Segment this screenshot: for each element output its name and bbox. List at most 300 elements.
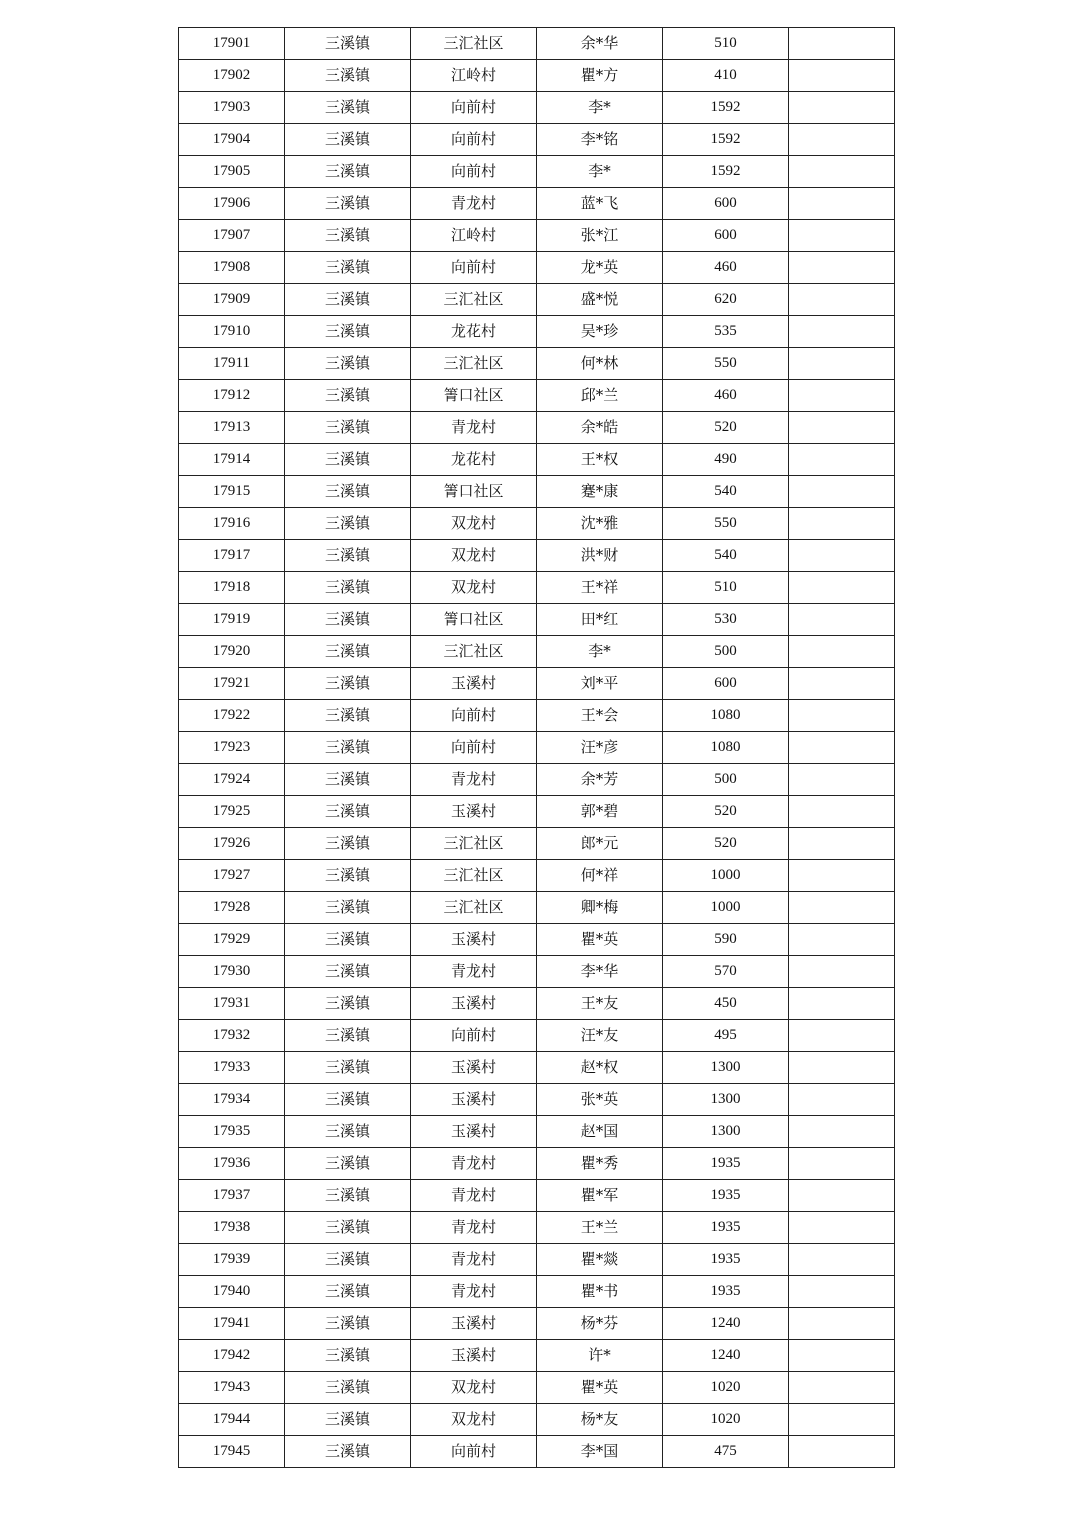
town-cell: 三溪镇 [285,700,411,732]
amount-cell: 540 [663,476,789,508]
serial-cell: 17908 [179,252,285,284]
village-cell: 向前村 [411,700,537,732]
town-cell: 三溪镇 [285,828,411,860]
table-row [179,668,895,700]
name-cell: 赵*权 [537,1052,663,1084]
remark-cell [789,700,895,732]
amount-cell: 535 [663,316,789,348]
town-cell: 三溪镇 [285,220,411,252]
serial-cell: 17929 [179,924,285,956]
amount-cell: 550 [663,348,789,380]
remark-cell [789,764,895,796]
village-cell: 玉溪村 [411,924,537,956]
town-cell: 三溪镇 [285,1052,411,1084]
village-cell: 玉溪村 [411,1052,537,1084]
village-cell: 向前村 [411,252,537,284]
town-cell: 三溪镇 [285,1148,411,1180]
village-cell: 双龙村 [411,540,537,572]
table-row [179,764,895,796]
name-cell: 龙*英 [537,252,663,284]
name-cell: 李*华 [537,956,663,988]
village-cell: 玉溪村 [411,1116,537,1148]
table-row [179,1436,895,1468]
town-cell: 三溪镇 [285,1308,411,1340]
village-cell: 玉溪村 [411,1340,537,1372]
village-cell: 江岭村 [411,60,537,92]
table-row [179,444,895,476]
village-cell: 三汇社区 [411,28,537,60]
name-cell: 李*国 [537,1436,663,1468]
amount-cell: 550 [663,508,789,540]
amount-cell: 1300 [663,1052,789,1084]
village-cell: 双龙村 [411,1404,537,1436]
remark-cell [789,412,895,444]
remark-cell [789,316,895,348]
table-row [179,92,895,124]
amount-cell: 1000 [663,892,789,924]
name-cell: 李*铭 [537,124,663,156]
table-row [179,1116,895,1148]
village-cell: 青龙村 [411,188,537,220]
village-cell: 青龙村 [411,1212,537,1244]
name-cell: 蹇*康 [537,476,663,508]
village-cell: 向前村 [411,1020,537,1052]
village-cell: 向前村 [411,124,537,156]
remark-cell [789,540,895,572]
serial-cell: 17924 [179,764,285,796]
name-cell: 瞿*书 [537,1276,663,1308]
name-cell: 杨*友 [537,1404,663,1436]
serial-cell: 17942 [179,1340,285,1372]
town-cell: 三溪镇 [285,444,411,476]
town-cell: 三溪镇 [285,476,411,508]
amount-cell: 600 [663,220,789,252]
serial-cell: 17909 [179,284,285,316]
town-cell: 三溪镇 [285,412,411,444]
serial-cell: 17945 [179,1436,285,1468]
village-cell: 三汇社区 [411,892,537,924]
remark-cell [789,380,895,412]
table-body [179,28,895,1468]
amount-cell: 510 [663,572,789,604]
remark-cell [789,924,895,956]
name-cell: 瞿*燚 [537,1244,663,1276]
town-cell: 三溪镇 [285,92,411,124]
village-cell: 青龙村 [411,1180,537,1212]
town-cell: 三溪镇 [285,60,411,92]
name-cell: 吴*珍 [537,316,663,348]
table-row [179,1244,895,1276]
serial-cell: 17904 [179,124,285,156]
name-cell: 余*皓 [537,412,663,444]
table-row [179,572,895,604]
remark-cell [789,1436,895,1468]
serial-cell: 17932 [179,1020,285,1052]
remark-cell [789,796,895,828]
table-row [179,1404,895,1436]
amount-cell: 475 [663,1436,789,1468]
table-row [179,796,895,828]
remark-cell [789,1308,895,1340]
village-cell: 江岭村 [411,220,537,252]
table-row [179,60,895,92]
village-cell: 三汇社区 [411,284,537,316]
remark-cell [789,668,895,700]
amount-cell: 460 [663,252,789,284]
serial-cell: 17939 [179,1244,285,1276]
remark-cell [789,1148,895,1180]
serial-cell: 17919 [179,604,285,636]
name-cell: 何*祥 [537,860,663,892]
serial-cell: 17901 [179,28,285,60]
serial-cell: 17905 [179,156,285,188]
town-cell: 三溪镇 [285,540,411,572]
table-row [179,220,895,252]
amount-cell: 500 [663,636,789,668]
table-row [179,1212,895,1244]
name-cell: 瞿*英 [537,924,663,956]
town-cell: 三溪镇 [285,892,411,924]
amount-cell: 1935 [663,1148,789,1180]
village-cell: 龙花村 [411,444,537,476]
amount-cell: 1592 [663,124,789,156]
amount-cell: 1935 [663,1180,789,1212]
serial-cell: 17914 [179,444,285,476]
table-row [179,156,895,188]
table-row [179,316,895,348]
town-cell: 三溪镇 [285,636,411,668]
remark-cell [789,1116,895,1148]
name-cell: 田*红 [537,604,663,636]
village-cell: 向前村 [411,732,537,764]
table-row [179,604,895,636]
serial-cell: 17913 [179,412,285,444]
amount-cell: 600 [663,188,789,220]
table-row [179,956,895,988]
amount-cell: 540 [663,540,789,572]
table-row [179,188,895,220]
name-cell: 李* [537,636,663,668]
amount-cell: 1080 [663,732,789,764]
amount-cell: 1080 [663,700,789,732]
name-cell: 王*兰 [537,1212,663,1244]
serial-cell: 17903 [179,92,285,124]
table-row [179,1276,895,1308]
name-cell: 赵*国 [537,1116,663,1148]
remark-cell [789,572,895,604]
village-cell: 青龙村 [411,956,537,988]
table-row [179,412,895,444]
table-row [179,1084,895,1116]
serial-cell: 17936 [179,1148,285,1180]
town-cell: 三溪镇 [285,1244,411,1276]
town-cell: 三溪镇 [285,508,411,540]
amount-cell: 1592 [663,92,789,124]
village-cell: 向前村 [411,92,537,124]
name-cell: 王*权 [537,444,663,476]
name-cell: 余*芳 [537,764,663,796]
name-cell: 郎*元 [537,828,663,860]
subsidy-table [178,27,895,1468]
town-cell: 三溪镇 [285,668,411,700]
serial-cell: 17926 [179,828,285,860]
serial-cell: 17911 [179,348,285,380]
serial-cell: 17937 [179,1180,285,1212]
amount-cell: 1020 [663,1404,789,1436]
village-cell: 玉溪村 [411,668,537,700]
serial-cell: 17920 [179,636,285,668]
name-cell: 李* [537,156,663,188]
town-cell: 三溪镇 [285,380,411,412]
name-cell: 洪*财 [537,540,663,572]
amount-cell: 510 [663,28,789,60]
serial-cell: 17902 [179,60,285,92]
town-cell: 三溪镇 [285,732,411,764]
name-cell: 何*林 [537,348,663,380]
town-cell: 三溪镇 [285,1404,411,1436]
table-row [179,476,895,508]
serial-cell: 17935 [179,1116,285,1148]
town-cell: 三溪镇 [285,348,411,380]
name-cell: 郭*碧 [537,796,663,828]
remark-cell [789,1340,895,1372]
village-cell: 龙花村 [411,316,537,348]
remark-cell [789,1052,895,1084]
serial-cell: 17918 [179,572,285,604]
amount-cell: 520 [663,412,789,444]
amount-cell: 1300 [663,1084,789,1116]
name-cell: 卿*梅 [537,892,663,924]
village-cell: 玉溪村 [411,1308,537,1340]
town-cell: 三溪镇 [285,156,411,188]
town-cell: 三溪镇 [285,1340,411,1372]
name-cell: 张*英 [537,1084,663,1116]
village-cell: 向前村 [411,1436,537,1468]
serial-cell: 17923 [179,732,285,764]
serial-cell: 17941 [179,1308,285,1340]
town-cell: 三溪镇 [285,252,411,284]
amount-cell: 1935 [663,1244,789,1276]
serial-cell: 17912 [179,380,285,412]
table-row [179,508,895,540]
table-row [179,892,895,924]
town-cell: 三溪镇 [285,1436,411,1468]
amount-cell: 570 [663,956,789,988]
serial-cell: 17933 [179,1052,285,1084]
name-cell: 王*祥 [537,572,663,604]
name-cell: 张*江 [537,220,663,252]
amount-cell: 495 [663,1020,789,1052]
village-cell: 三汇社区 [411,860,537,892]
village-cell: 青龙村 [411,1244,537,1276]
table-row [179,380,895,412]
remark-cell [789,28,895,60]
town-cell: 三溪镇 [285,764,411,796]
name-cell: 杨*芬 [537,1308,663,1340]
remark-cell [789,188,895,220]
table-row [179,284,895,316]
serial-cell: 17944 [179,1404,285,1436]
town-cell: 三溪镇 [285,796,411,828]
table-row [179,860,895,892]
table-row [179,252,895,284]
serial-cell: 17930 [179,956,285,988]
name-cell: 王*会 [537,700,663,732]
village-cell: 双龙村 [411,572,537,604]
serial-cell: 17938 [179,1212,285,1244]
name-cell: 汪*彦 [537,732,663,764]
village-cell: 箐口社区 [411,476,537,508]
table-row [179,124,895,156]
remark-cell [789,1276,895,1308]
remark-cell [789,956,895,988]
town-cell: 三溪镇 [285,572,411,604]
serial-cell: 17907 [179,220,285,252]
town-cell: 三溪镇 [285,1020,411,1052]
town-cell: 三溪镇 [285,1372,411,1404]
remark-cell [789,156,895,188]
remark-cell [789,476,895,508]
village-cell: 双龙村 [411,508,537,540]
town-cell: 三溪镇 [285,1084,411,1116]
remark-cell [789,1404,895,1436]
amount-cell: 520 [663,796,789,828]
amount-cell: 1592 [663,156,789,188]
table-row [179,348,895,380]
village-cell: 三汇社区 [411,348,537,380]
town-cell: 三溪镇 [285,188,411,220]
remark-cell [789,252,895,284]
serial-cell: 17915 [179,476,285,508]
name-cell: 邱*兰 [537,380,663,412]
village-cell: 玉溪村 [411,1084,537,1116]
remark-cell [789,1180,895,1212]
village-cell: 青龙村 [411,764,537,796]
table-row [179,1308,895,1340]
amount-cell: 600 [663,668,789,700]
table-row [179,732,895,764]
table-row [179,1020,895,1052]
village-cell: 青龙村 [411,1148,537,1180]
table-row [179,924,895,956]
village-cell: 青龙村 [411,412,537,444]
serial-cell: 17910 [179,316,285,348]
remark-cell [789,284,895,316]
amount-cell: 1935 [663,1212,789,1244]
amount-cell: 1935 [663,1276,789,1308]
remark-cell [789,1212,895,1244]
remark-cell [789,220,895,252]
town-cell: 三溪镇 [285,604,411,636]
town-cell: 三溪镇 [285,1116,411,1148]
amount-cell: 590 [663,924,789,956]
table-row [179,28,895,60]
town-cell: 三溪镇 [285,988,411,1020]
remark-cell [789,1372,895,1404]
amount-cell: 1240 [663,1340,789,1372]
remark-cell [789,988,895,1020]
table-row [179,636,895,668]
name-cell: 汪*友 [537,1020,663,1052]
amount-cell: 1000 [663,860,789,892]
village-cell: 三汇社区 [411,828,537,860]
name-cell: 蓝*飞 [537,188,663,220]
village-cell: 青龙村 [411,1276,537,1308]
name-cell: 王*友 [537,988,663,1020]
serial-cell: 17934 [179,1084,285,1116]
amount-cell: 1300 [663,1116,789,1148]
table-row [179,1372,895,1404]
serial-cell: 17943 [179,1372,285,1404]
remark-cell [789,1020,895,1052]
amount-cell: 530 [663,604,789,636]
village-cell: 箐口社区 [411,604,537,636]
remark-cell [789,60,895,92]
amount-cell: 1020 [663,1372,789,1404]
name-cell: 瞿*英 [537,1372,663,1404]
village-cell: 箐口社区 [411,380,537,412]
town-cell: 三溪镇 [285,284,411,316]
table-row [179,1340,895,1372]
town-cell: 三溪镇 [285,860,411,892]
serial-cell: 17917 [179,540,285,572]
table-row [179,988,895,1020]
amount-cell: 520 [663,828,789,860]
amount-cell: 450 [663,988,789,1020]
town-cell: 三溪镇 [285,28,411,60]
serial-cell: 17927 [179,860,285,892]
remark-cell [789,1084,895,1116]
town-cell: 三溪镇 [285,1180,411,1212]
name-cell: 许* [537,1340,663,1372]
remark-cell [789,124,895,156]
table-row [179,1148,895,1180]
serial-cell: 17906 [179,188,285,220]
remark-cell [789,508,895,540]
name-cell: 沈*雅 [537,508,663,540]
table-row [179,1180,895,1212]
amount-cell: 1240 [663,1308,789,1340]
remark-cell [789,348,895,380]
town-cell: 三溪镇 [285,1212,411,1244]
remark-cell [789,636,895,668]
amount-cell: 490 [663,444,789,476]
amount-cell: 620 [663,284,789,316]
table-row [179,1052,895,1084]
name-cell: 瞿*军 [537,1180,663,1212]
village-cell: 向前村 [411,156,537,188]
amount-cell: 500 [663,764,789,796]
serial-cell: 17922 [179,700,285,732]
town-cell: 三溪镇 [285,924,411,956]
serial-cell: 17940 [179,1276,285,1308]
remark-cell [789,860,895,892]
remark-cell [789,604,895,636]
town-cell: 三溪镇 [285,124,411,156]
name-cell: 刘*平 [537,668,663,700]
serial-cell: 17921 [179,668,285,700]
amount-cell: 410 [663,60,789,92]
table-row [179,828,895,860]
town-cell: 三溪镇 [285,956,411,988]
village-cell: 玉溪村 [411,988,537,1020]
serial-cell: 17916 [179,508,285,540]
remark-cell [789,732,895,764]
village-cell: 双龙村 [411,1372,537,1404]
name-cell: 盛*悦 [537,284,663,316]
table-row [179,700,895,732]
table-row [179,540,895,572]
